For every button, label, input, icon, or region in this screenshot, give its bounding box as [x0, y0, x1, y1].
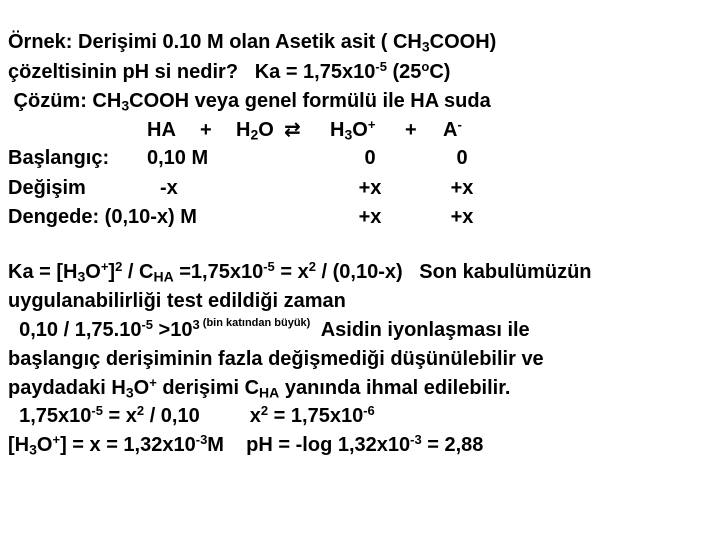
final-line-2: $[H_3O^+] = x = 1,32x10^{-3}M$ pH = -log $1,32x10^{-3} = 2,88$: [8, 431, 484, 458]
change-reactant: -x: [160, 177, 178, 199]
problem-text: Örnek: Derişimi 0.10 M olan Asetik asit ( CH: [8, 31, 422, 53]
superscript: -5: [375, 58, 387, 74]
solution-text: Çözüm: CH: [8, 90, 122, 112]
change-product-2: +x: [450, 177, 474, 199]
change-product-1: +x: [358, 177, 382, 199]
initial-product-1: 0: [364, 147, 376, 169]
reactant-water: $H_2O$: [236, 119, 274, 143]
paragraph-line-2: $0,10 / 1,75.10^{-5} >10^3$ $^{(bin katından büyük)}$ Asidin iyonlaşması ile: [8, 316, 530, 341]
problem-line-1: [8, 30, 496, 54]
equilibrium-product-2: +x: [450, 206, 474, 228]
equilibrium-product-1: +x: [358, 206, 382, 228]
paragraph-line-1: uygulanabilirliği test edildiği zaman: [8, 290, 346, 312]
paragraph-line-3: başlangıç derişiminin fazla değişmediği düşünülebilir ve: [8, 348, 544, 370]
reactant-ha: HA: [147, 119, 176, 141]
problem-text: çözeltisinin pH si nedir? Ka = 1,75x10: [8, 61, 376, 83]
row-label-initial: Başlangıç:: [8, 147, 110, 169]
solution-intro: [8, 89, 491, 113]
plus-sign: +: [200, 119, 212, 141]
paragraph-line-4: paydadaki $H_3O^+$ derişimi $C_{HA}$ yanında ihmal edilebilir.: [8, 374, 511, 401]
row-label-change: Değişim: [8, 177, 86, 199]
row-label-equilibrium: Dengede: (0,10-x) M: [8, 206, 197, 228]
ka-expression: $Ka = [H_3O^+]^2 / C_{HA} =1,75x10^{-5} = x^2 / (0,10-x)$ Son kabulümüzün: [8, 258, 592, 285]
product-anion: A-: [443, 116, 462, 141]
subscript: 3: [121, 97, 130, 114]
initial-product-2: 0: [456, 147, 468, 169]
problem-line-2: [8, 60, 450, 84]
degree-mark: o: [421, 58, 430, 74]
subscript: 3: [421, 38, 430, 55]
initial-reactant: 0,10 M: [147, 147, 209, 169]
equilibrium-arrow-icon: ⇄: [284, 119, 301, 141]
product-hydronium: $H_3O^+$: [330, 116, 376, 143]
final-line-1: $1,75x10^{-5} = x^2 / 0,10$ $x^2 = 1,75x10^{-6}$: [8, 402, 375, 427]
footnote-note: (bin katından büyük): [199, 317, 311, 330]
solution-text: COOH veya genel formülü ile HA suda: [129, 90, 491, 112]
problem-text: (25: [386, 61, 422, 83]
problem-text: COOH): [429, 31, 497, 53]
plus-sign: +: [405, 119, 417, 141]
problem-text: C): [429, 61, 451, 83]
